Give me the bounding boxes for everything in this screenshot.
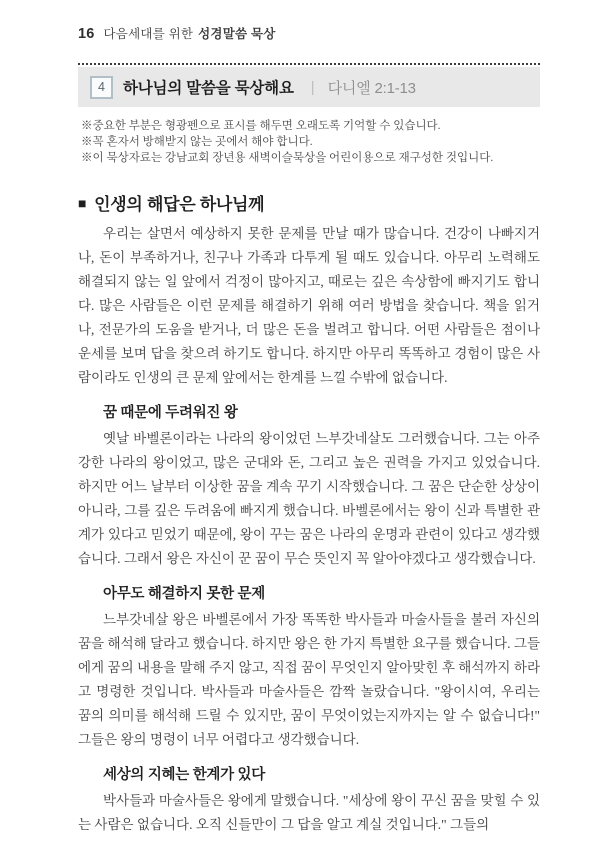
series-title-regular: 다음세대를 위한 <box>103 27 194 41</box>
section-heading <box>78 190 540 215</box>
subsection-heading-wisdom: 세상의 지혜는 한계가 있다 <box>103 767 265 783</box>
note-line: ※꼭 혼자서 방해받지 않는 곳에서 해야 합니다. <box>81 136 313 148</box>
subsection-heading-dream: 꿈 때문에 두려워진 왕 <box>103 405 238 421</box>
section-title: 인생의 해답은 하나님께 <box>94 195 265 214</box>
paragraph-intro: 우리는 살면서 예상하지 못한 문제를 만날 때가 많습니다. 건강이 나빠지거나, 돈이 부족하거나, 친구나 가족과 다투게 될 때도 있습니다. 아무리 노력해도 해결되지 않는 일 앞에서 걱정이 많아지고, 때로는 깊은 속상함에 빠지기도 합니다. 많은 사람들은 이런 문제를 해결하기 위해 여러 방법을 찾습니다. 책을 읽거나, 전문가의 도움을 받거나, 더 많은 돈을 벌려고 합니다. 어떤 사람들은 점이나 운세를 보며 답을 찾으려 하기도 합니다. 하지만 아무리 똑똑하고 경험이 많은 사람이라도 인생의 큰 문제 앞에서는 한계를 느낄 수밖에 없습니다. <box>78 226 540 385</box>
scripture-reference: 다니엘 2:1-13 <box>327 79 416 97</box>
dotted-divider <box>78 63 540 65</box>
running-header <box>78 24 540 42</box>
usage-notes <box>78 118 540 166</box>
series-title-bold: 성경말씀 묵상 <box>198 27 276 41</box>
lesson-header-box <box>78 67 540 107</box>
paragraph-problem: 느부갓네살 왕은 바벨론에서 가장 똑똑한 박사들과 마술사들을 불러 자신의 꿈을 해석해 달라고 했습니다. 하지만 왕은 한 가지 특별한 요구를 했습니다. 그들에게 꿈의 내용을 말해 주지 않고, 직접 꿈이 무엇인지 알아맞힌 후 해석까지 하라고 명령한 것입니다. 박사들과 마술사들은 깜짝 놀랐습니다. "왕이시여, 우리는 꿈의 의미를 해석해 드릴 수 있지만, 꿈이 무엇이었는지까지는 알 수 없습니다!" 그들은 왕의 명령이 너무 어렵다고 생각했습니다. <box>78 612 540 747</box>
note-line: ※중요한 부분은 형광펜으로 표시를 해두면 오래도록 기억할 수 있습니다. <box>81 120 441 132</box>
paragraph-dream: 옛날 바벨론이라는 나라의 왕이었던 느부갓네살도 그러했습니다. 그는 아주 강한 나라의 왕이었고, 많은 군대와 돈, 그리고 높은 권력을 가지고 있었습니다. 하지만 어느 날부터 이상한 꿈을 계속 꾸기 시작했습니다. 그 꿈은 단순한 상상이 아니라, 그를 깊은 두려움에 빠지게 했습니다. 바벨론에서는 왕이 신과 특별한 관계가 있다고 믿었기 때문에, 왕이 꾸는 꿈은 나라의 운명과 관련이 있다고 생각했습니다. 그래서 왕은 자신이 꾼 꿈이 무슨 뜻인지 꼭 알아야겠다고 생각했습니다. <box>78 431 540 566</box>
square-bullet-icon: ■ <box>78 194 87 211</box>
lesson-number-badge: 4 <box>90 76 113 99</box>
note-line: ※이 묵상자료는 강남교회 장년용 새벽이슬묵상을 어린이용으로 재구성한 것입니다. <box>81 152 494 164</box>
lesson-title: 하나님의 말씀을 묵상해요 <box>123 80 294 97</box>
paragraph-wisdom: 박사들과 마술사들은 왕에게 말했습니다. "세상에 왕이 꾸신 꿈을 맞힐 수 있는 사람은 없습니다. 오직 신들만이 그 답을 알고 계실 것입니다." 그들의 <box>78 793 540 832</box>
subsection-heading-problem: 아무도 해결하지 못한 문제 <box>103 586 265 602</box>
page-number: 16 <box>78 26 95 42</box>
vertical-bar-separator: | <box>310 78 315 96</box>
